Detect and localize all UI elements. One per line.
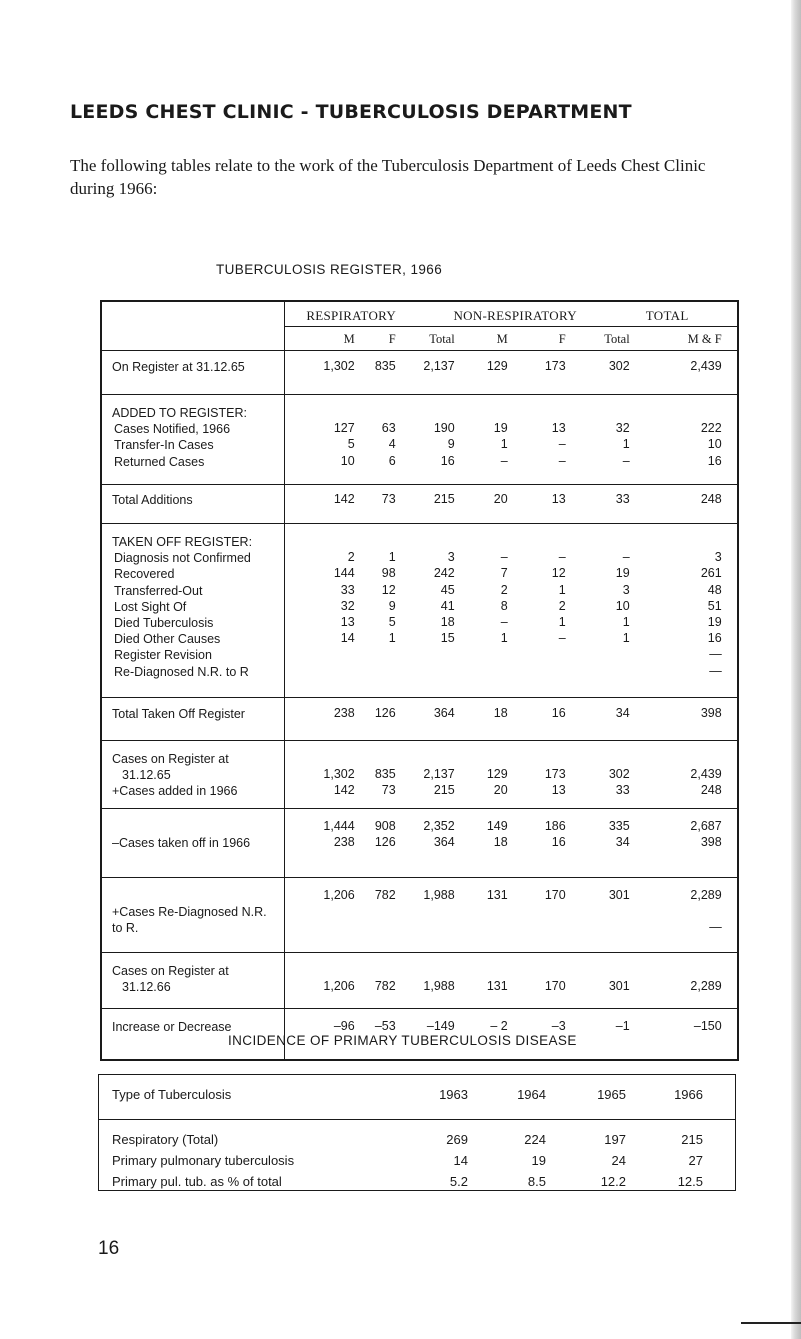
- value-cell: 908: [374, 819, 396, 833]
- value-cell: 18: [440, 615, 455, 629]
- value-cell: 13: [551, 421, 566, 436]
- row-label: On Register at 31.12.65: [112, 360, 245, 374]
- row-values: [284, 485, 738, 524]
- value-cell: 1,206: [323, 888, 355, 902]
- group-header: TOTAL: [645, 308, 689, 323]
- incidence-value: 224: [524, 1132, 546, 1147]
- value-cell: –: [500, 615, 508, 629]
- value-cell: 1: [558, 615, 566, 629]
- row-label: +Cases added in 1966: [112, 784, 238, 799]
- incidence-row-label: Respiratory (Total): [112, 1132, 219, 1147]
- value-cell: 34: [615, 835, 630, 850]
- value-cell: 1,988: [423, 979, 455, 994]
- value-cell: 1: [500, 631, 508, 646]
- value-cell: 1,302: [323, 359, 355, 373]
- value-cell: 1: [622, 615, 630, 629]
- page-edge-mark: [741, 1322, 801, 1324]
- value-cell: 73: [381, 492, 396, 506]
- value-cell: 98: [381, 566, 396, 581]
- value-cell: 261: [700, 566, 722, 581]
- value-cell: 2,439: [690, 767, 722, 782]
- tuberculosis-register-table: [100, 300, 739, 1061]
- value-cell: –149: [426, 1019, 455, 1033]
- value-cell: 2,289: [690, 888, 722, 902]
- value-cell: 129: [486, 767, 508, 782]
- row-label: Re-Diagnosed N.R. to R: [114, 664, 249, 679]
- value-cell: 2,137: [423, 767, 455, 782]
- value-cell: 63: [381, 421, 396, 436]
- incidence-value: 19: [531, 1153, 546, 1168]
- row-values: [284, 878, 738, 953]
- value-cell: 131: [486, 979, 508, 994]
- row-label: Register Revision: [114, 648, 212, 663]
- value-cell: 13: [340, 615, 355, 629]
- incidence-value: 269: [446, 1132, 468, 1147]
- value-cell: 398: [700, 706, 722, 720]
- value-cell: 16: [551, 835, 566, 850]
- register-table-caption: TUBERCULOSIS REGISTER, 1966: [216, 262, 443, 277]
- incidence-table: [98, 1074, 736, 1191]
- value-cell: 10: [707, 437, 722, 452]
- value-cell: 364: [433, 835, 455, 850]
- value-cell: –96: [333, 1019, 355, 1033]
- row-labels: [101, 351, 284, 395]
- value-cell: – 2: [490, 1019, 508, 1033]
- row-labels: [101, 878, 284, 953]
- value-cell: 126: [374, 835, 396, 850]
- row-values: [284, 395, 738, 485]
- incidence-value: 5.2: [449, 1174, 468, 1189]
- row-label: Cases on Register at: [112, 752, 229, 766]
- value-cell: 144: [333, 566, 355, 581]
- value-cell: 10: [340, 453, 355, 468]
- value-cell: 302: [608, 359, 630, 373]
- row-labels: [101, 809, 284, 878]
- value-cell: 4: [388, 437, 396, 452]
- value-cell: 19: [493, 421, 508, 436]
- value-cell: 16: [440, 453, 455, 468]
- value-cell: 2,289: [690, 979, 722, 994]
- sub-header: F: [388, 332, 396, 346]
- value-cell: 782: [374, 979, 396, 994]
- value-cell: 32: [615, 421, 630, 436]
- value-cell: —: [709, 663, 722, 678]
- value-cell: 215: [433, 783, 455, 798]
- register-section: [101, 395, 738, 485]
- sub-header-row: [284, 327, 738, 351]
- group-header: NON-RESPIRATORY: [453, 308, 577, 323]
- value-cell: –: [558, 631, 566, 646]
- value-cell: 33: [615, 492, 630, 506]
- row-label: [112, 819, 284, 835]
- row-label: +Cases Re-Diagnosed N.R.: [112, 905, 267, 920]
- row-labels: [101, 395, 284, 485]
- row-label: Total Taken Off Register: [112, 707, 245, 721]
- value-cell: 2,137: [423, 359, 455, 373]
- value-cell: 2,439: [690, 359, 722, 373]
- incidence-value: 197: [604, 1132, 626, 1147]
- value-cell: 127: [333, 421, 355, 436]
- value-cell: 16: [707, 631, 722, 646]
- value-cell: 131: [486, 888, 508, 902]
- register-section: [101, 953, 738, 1009]
- value-cell: 19: [707, 615, 722, 629]
- value-cell: 398: [700, 835, 722, 850]
- value-cell: 18: [493, 835, 508, 850]
- value-cell: 12: [551, 566, 566, 581]
- group-header: RESPIRATORY: [306, 308, 397, 323]
- value-cell: 301: [608, 979, 630, 994]
- row-label: Died Other Causes: [114, 632, 221, 647]
- value-cell: 301: [608, 888, 630, 902]
- value-cell: 835: [374, 359, 396, 373]
- year-header: 1966: [674, 1087, 703, 1102]
- type-header: Type of Tuberculosis: [112, 1087, 232, 1102]
- value-cell: 2: [558, 598, 566, 613]
- row-labels: [101, 698, 284, 741]
- header-blank-cell: [101, 301, 284, 351]
- value-cell: 16: [551, 706, 566, 720]
- row-labels: [101, 953, 284, 1009]
- row-label: Cases on Register at: [112, 964, 229, 978]
- value-cell: 9: [388, 598, 396, 613]
- register-section: [101, 698, 738, 741]
- register-section: [101, 809, 738, 878]
- value-cell: –53: [374, 1019, 396, 1033]
- value-cell: 51: [707, 598, 722, 613]
- row-label: Transfer-In Cases: [114, 438, 214, 453]
- row-label: Transferred-Out: [114, 583, 203, 598]
- value-cell: –: [558, 550, 566, 565]
- value-cell: 3: [447, 550, 455, 565]
- page-edge-shadow: [791, 0, 801, 1339]
- value-cell: 2,352: [423, 819, 455, 833]
- row-label: [112, 888, 284, 904]
- value-cell: 238: [333, 706, 355, 720]
- value-cell: —: [709, 920, 722, 935]
- value-cell: 173: [544, 767, 566, 782]
- value-cell: 13: [551, 783, 566, 798]
- value-cell: 186: [544, 819, 566, 833]
- row-values: [284, 741, 738, 809]
- sub-header: Total: [604, 332, 630, 346]
- value-cell: 149: [486, 819, 508, 833]
- value-cell: 48: [707, 582, 722, 597]
- value-cell: 41: [440, 598, 455, 613]
- value-cell: 126: [374, 706, 396, 720]
- value-cell: 2: [347, 550, 355, 565]
- row-values: [284, 351, 738, 395]
- value-cell: 33: [340, 582, 355, 597]
- incidence-rows: [99, 1120, 736, 1191]
- row-labels: [101, 524, 284, 698]
- group-header-row: [284, 301, 738, 327]
- value-cell: 7: [500, 566, 508, 581]
- value-cell: 1,988: [423, 888, 455, 902]
- incidence-value: 12.5: [677, 1174, 703, 1189]
- value-cell: 5: [347, 437, 355, 452]
- value-cell: 18: [493, 706, 508, 720]
- year-header: 1964: [517, 1087, 546, 1102]
- row-label: ADDED TO REGISTER:: [112, 406, 247, 420]
- value-cell: –: [558, 437, 566, 452]
- incidence-row-label: Primary pul. tub. as % of total: [112, 1174, 282, 1189]
- register-section: [101, 351, 738, 395]
- value-cell: 1: [500, 437, 508, 452]
- incidence-value: 24: [611, 1153, 626, 1168]
- value-cell: 9: [447, 437, 455, 452]
- row-values: [284, 524, 738, 698]
- value-cell: 190: [433, 421, 455, 436]
- value-cell: 19: [615, 566, 630, 581]
- incidence-value: 8.5: [527, 1174, 546, 1189]
- value-cell: 1,206: [323, 979, 355, 994]
- year-header: 1963: [439, 1087, 468, 1102]
- value-cell: 222: [700, 421, 722, 436]
- value-cell: 14: [340, 631, 355, 646]
- value-cell: 1,302: [323, 767, 355, 782]
- incidence-table-caption: INCIDENCE OF PRIMARY TUBERCULOSIS DISEASE: [228, 1033, 577, 1048]
- value-cell: 20: [493, 783, 508, 798]
- incidence-row-label: Primary pulmonary tuberculosis: [112, 1153, 295, 1168]
- value-cell: 32: [340, 598, 355, 613]
- value-cell: –: [622, 453, 630, 468]
- value-cell: –3: [551, 1019, 566, 1033]
- row-label: Recovered: [114, 567, 175, 582]
- row-label: Total Additions: [112, 493, 193, 507]
- row-values: [284, 809, 738, 878]
- year-header: 1965: [597, 1087, 626, 1102]
- value-cell: 15: [440, 631, 455, 646]
- value-cell: 238: [333, 835, 355, 850]
- value-cell: 10: [615, 598, 630, 613]
- sub-header: M: [343, 332, 355, 346]
- incidence-value: 12.2: [600, 1174, 626, 1189]
- value-cell: 170: [544, 979, 566, 994]
- intro-paragraph: The following tables relate to the work of the Tuberculosis Department of Leeds Chest Clinic during 1966:: [70, 156, 706, 198]
- value-cell: 6: [388, 453, 396, 468]
- value-cell: 302: [608, 767, 630, 782]
- row-label: Died Tuberculosis: [114, 615, 214, 630]
- value-cell: 12: [381, 582, 396, 597]
- value-cell: 13: [551, 492, 566, 506]
- value-cell: 142: [333, 492, 355, 506]
- sub-header: F: [558, 332, 566, 346]
- page-number: 16: [98, 1238, 120, 1259]
- row-values: [284, 698, 738, 741]
- value-cell: 1: [388, 631, 396, 646]
- row-label: Increase or Decrease: [112, 1020, 232, 1034]
- value-cell: 16: [707, 453, 722, 468]
- value-cell: 1: [622, 631, 630, 646]
- value-cell: 170: [544, 888, 566, 902]
- row-label: Diagnosis not Confirmed: [114, 551, 251, 566]
- value-cell: 3: [714, 550, 722, 565]
- row-labels: [101, 741, 284, 809]
- value-cell: –1: [615, 1019, 630, 1033]
- row-label: TAKEN OFF REGISTER:: [112, 535, 253, 549]
- sub-header: M: [496, 332, 508, 346]
- value-cell: 173: [544, 359, 566, 373]
- row-label: to R.: [112, 921, 139, 936]
- value-cell: 8: [500, 598, 508, 613]
- value-cell: —: [709, 647, 722, 662]
- value-cell: 142: [333, 783, 355, 798]
- value-cell: 364: [433, 706, 455, 720]
- register-section: [101, 741, 738, 809]
- value-cell: –: [500, 550, 508, 565]
- register-section: [101, 524, 738, 698]
- incidence-value: 215: [681, 1132, 703, 1147]
- incidence-header-row: [99, 1075, 736, 1120]
- value-cell: 335: [608, 819, 630, 833]
- value-cell: 3: [622, 582, 630, 597]
- row-label: Cases Notified, 1966: [114, 422, 231, 437]
- value-cell: 215: [433, 492, 455, 506]
- register-section: [101, 485, 738, 524]
- value-cell: 34: [615, 706, 630, 720]
- value-cell: 2,687: [690, 819, 722, 833]
- value-cell: –: [500, 453, 508, 468]
- row-label: Returned Cases: [114, 454, 205, 469]
- value-cell: –150: [693, 1019, 722, 1033]
- page-heading: LEEDS CHEST CLINIC - TUBERCULOSIS DEPARTMENT: [70, 101, 632, 123]
- value-cell: –: [622, 550, 630, 565]
- value-cell: 1: [388, 550, 396, 565]
- row-label: –Cases taken off in 1966: [112, 836, 251, 851]
- value-cell: 33: [615, 783, 630, 798]
- value-cell: 2: [500, 582, 508, 597]
- row-values: [284, 953, 738, 1009]
- value-cell: 835: [374, 767, 396, 782]
- sub-header: Total: [429, 332, 455, 346]
- row-labels: [101, 485, 284, 524]
- incidence-value: 27: [688, 1153, 703, 1168]
- value-cell: 5: [388, 615, 396, 629]
- value-cell: 1: [558, 582, 566, 597]
- value-cell: 20: [493, 492, 508, 506]
- value-cell: 73: [381, 783, 396, 798]
- value-cell: 782: [374, 888, 396, 902]
- register-section: [101, 878, 738, 953]
- value-cell: 248: [700, 492, 722, 506]
- row-label: Lost Sight Of: [114, 599, 187, 614]
- row-label: 31.12.65: [122, 768, 171, 783]
- value-cell: 1: [622, 437, 630, 452]
- value-cell: 45: [440, 582, 455, 597]
- row-label: 31.12.66: [122, 980, 171, 995]
- value-cell: 242: [433, 566, 455, 581]
- value-cell: –: [558, 453, 566, 468]
- value-cell: 248: [700, 783, 722, 798]
- sub-header: M & F: [687, 332, 722, 346]
- value-cell: 1,444: [323, 819, 355, 833]
- value-cell: 129: [486, 359, 508, 373]
- incidence-value: 14: [453, 1153, 468, 1168]
